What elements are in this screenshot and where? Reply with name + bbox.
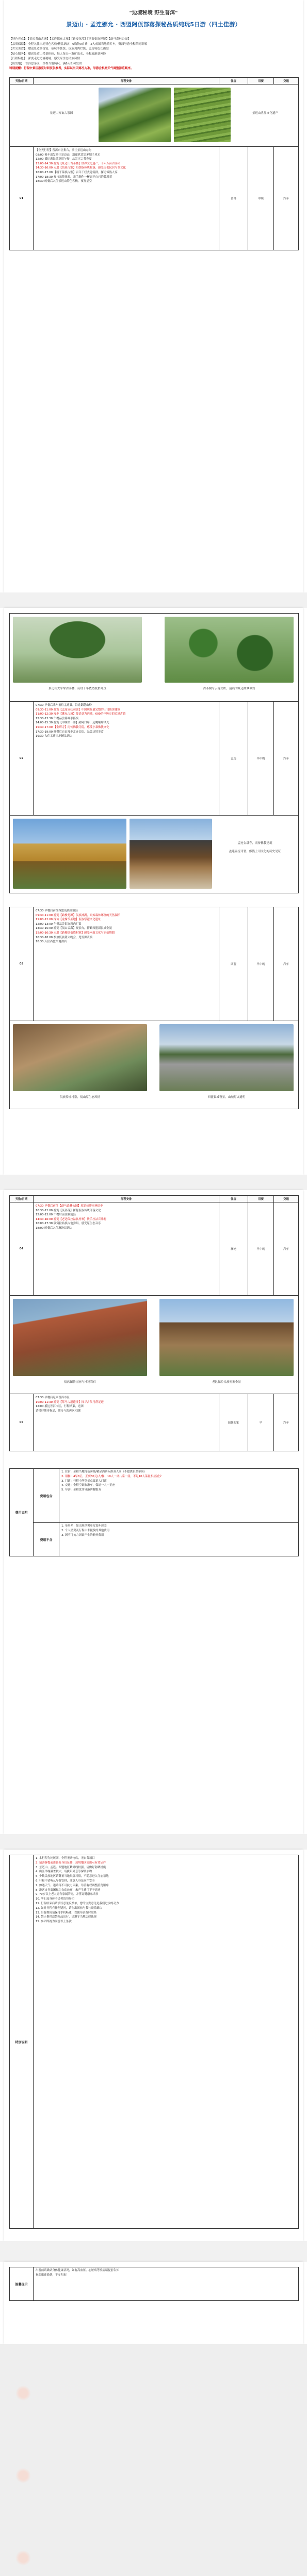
text-line: 10:00-11:30 游览【茶马古道遗址】探寻古代马帮足迹 (36, 1400, 104, 1404)
text-line: 12:30-13:30 午餐品尝傣味手抓饭 (36, 717, 79, 720)
photo-tea-forest (165, 617, 294, 683)
text-line: 4. 山区早晚温差较大，请携带外套等保暖衣物 (36, 1870, 92, 1874)
watermark-stamp (15, 2385, 31, 2401)
text-line: 11. 行程结束后请填写意见反馈单，您的宝贵意见是我们进步的动力 (36, 1902, 119, 1905)
day4-caption-left: 佤族图腾崖画与神秘岩石 (64, 1381, 96, 1384)
text-line: 7. 如遇天气、道路等不可抗力因素，导游有权调整游览顺序 (36, 1884, 109, 1887)
text-line: 15. 参团即视为同意以上条款 (36, 1920, 72, 1924)
footer-label: 温馨提示 (10, 2267, 34, 2301)
photo-ximeng-town (159, 1024, 294, 1091)
day-number: 03 (10, 907, 34, 1021)
day-number: 01 (10, 147, 34, 250)
day1-photo-row (10, 84, 299, 147)
col-meal: 用餐 (248, 1196, 274, 1202)
text-line: 18:30 晚餐后入住景迈山特色客栈，夜观星空 (36, 180, 92, 183)
feature-bullet: 【出发地】：普洱思茅区，全程当地纯玩，满6人即可发团 (9, 62, 82, 65)
col-hotel: 住宿 (219, 78, 248, 84)
feature-bullet: 特别提醒：行程中景区游览时间仅供参考，实际以当天路况为准，导游会根据天气调整游览顺序。 (9, 67, 134, 70)
fee-exclude-label: 费用不含 (34, 1523, 59, 1556)
fee-include-list (59, 1469, 299, 1523)
table-row (10, 1394, 299, 1451)
col-itinerary: 行程安排 (34, 1196, 219, 1202)
text-line: 1. 住宿：全程当地特色客栈/精品酒店标准双人间（不提供自然单间） (61, 1470, 147, 1473)
itinerary-table-2 (9, 613, 299, 893)
page-gap (0, 2241, 307, 2262)
text-line: 10. 孕妇及身体不适者请勿参团 (36, 1897, 74, 1901)
text-line: 6. 行程中请听从导游安排，注意人身及财产安全 (36, 1879, 95, 1883)
table-row (10, 702, 299, 816)
fee-include-label: 费用包含 (34, 1469, 59, 1523)
page-gap (0, 1175, 307, 1190)
day3-photo-row (10, 1021, 299, 1109)
text-line: 【全天行程】普洱市区集合，前往景迈山方向 (36, 149, 91, 152)
text-line: 18:00 晚餐后入住澜沧县酒店 (36, 1226, 73, 1230)
text-line: 出游前请确认身体健康状况，如有高血压、心脏病等疾病请提前告知 (36, 2269, 119, 2272)
feature-bullet: 【舌尖美食】：赠送景迈茶香宴、傣味手抓饭、佤族鸡肉烂饭、孟连特色长街宴 (9, 47, 109, 50)
table-header-row (10, 78, 299, 84)
text-line: 3. 景迈山、孟连、西盟地区紫外线较强，请做好防晒措施 (36, 1866, 106, 1869)
page-3 (4, 1190, 303, 1834)
col-itinerary: 行程安排 (34, 78, 219, 84)
table-row (10, 1523, 299, 1556)
text-line: 13:00-14:30 游览【景迈山古茶林】世界文化遗产，千年万亩古茶园 (36, 162, 121, 165)
page-1 (4, 0, 303, 592)
text-line: 12:00 抵达普洱市区，行程结束，送团 (36, 1405, 84, 1409)
text-line: 16:00-17:30 欣赏拉祜族吉他弹唱，感受原生态音乐 (36, 1222, 101, 1226)
text-line: 14:00-15:30 游览【中缅第一寨】勐阿口岸，远眺缅甸风光 (36, 721, 109, 725)
text-line: 2. 请游客提前准备好身份证件，边境地区需出示有效证件 (36, 1861, 106, 1865)
day1-hotel: 普洱 (219, 147, 248, 250)
text-line: 18:30 入住西盟当地酒店 (36, 940, 67, 944)
feature-bullet: 【品质保障】：全程入住当地特色客栈/精品酒店，0购物0自费，2人成团当地派专车，资深导游全程陪同讲解 (9, 42, 148, 46)
text-line: 14. 禁止携带违禁物品出行，请遵守当地法律法规 (36, 1916, 97, 1919)
itinerary-table-4 (9, 1195, 299, 1451)
notes-list (34, 1855, 299, 2229)
text-line: 07:30 早餐后乘车前往孟连县，沿途翻越山岭 (36, 704, 92, 707)
day4-caption-right: 老达保拉祜族村寨全景 (212, 1381, 241, 1384)
day3-transport: 汽车 (274, 907, 299, 1021)
watermark-stamp (15, 2468, 31, 2483)
fee-label: 费用说明 (10, 1469, 34, 1556)
text-line: 请带好随身物品，期待与您再次相遇！ (36, 1409, 83, 1413)
day5-hotel: 温馨的家 (219, 1394, 248, 1451)
feature-bullet: 【行程特色】：深度走进边境秘境，感受原生态民族风情 (9, 57, 80, 60)
day1-caption-side: 景迈山世界文化遗产 (252, 112, 279, 115)
photo-ancient-tree (13, 617, 142, 683)
text-line: 15:00-16:30 走进【勐梭镇佤族村寨】感受木鼓文化与原始舞蹈 (36, 931, 115, 935)
day1-itinerary (34, 147, 219, 250)
table-row (10, 1855, 299, 2229)
col-day: 天数/日期 (10, 1196, 34, 1202)
col-transport: 交通 (274, 78, 299, 84)
text-line: 07:30 早餐后前往【勐马森林公园】原始热带雨林徒步 (36, 1205, 103, 1208)
text-line: 15:30-17:00 【金塔寺】南传佛教寺院，感受小乘佛教文化 (36, 725, 109, 729)
page-2 (4, 608, 303, 1175)
day3-itinerary (34, 907, 219, 1021)
day1-transport: 汽车 (274, 147, 299, 250)
text-line: 17:30-19:00 晚餐后自由漫步孟连长街，品尝边境美食 (36, 730, 104, 734)
text-line: 14:30-16:00 走进【翁基古寨】布朗族传统村落，感受古老民居与茶文化 (36, 166, 126, 170)
day1-meal: 中晚 (248, 147, 274, 250)
table-row (10, 84, 299, 147)
text-line: 12. 如对行程有任何疑问，请在出团前与我社联系确认 (36, 1906, 102, 1910)
text-line: 07:30 早餐后返回普洱市区 (36, 1396, 70, 1399)
notes-table (9, 1855, 299, 2229)
footer-list (34, 2267, 299, 2301)
day3-hotel: 西盟 (219, 907, 248, 1021)
day2-meal: 早中晚 (248, 702, 274, 816)
day4-photo-row (10, 1296, 299, 1394)
text-line: 07:30 早餐后前往西盟佤族自治县 (36, 909, 78, 912)
page-gap (0, 592, 307, 608)
photo-red-rock (13, 1299, 147, 1376)
text-line: 19:30 入住孟连当地精品酒店 (36, 735, 73, 738)
day5-itinerary (34, 1394, 219, 1451)
bottom-margin (0, 2344, 307, 2576)
day2-caption-bottom-left: 孟连金塔寺，南传佛教建筑 (237, 842, 272, 845)
col-transport: 交通 (274, 1196, 299, 1202)
page-header (4, 0, 303, 36)
table-row (10, 1296, 299, 1394)
text-line: 8. 游客自行离团视为自动放弃，未产生费用不予退还 (36, 1888, 101, 1892)
day4-transport: 汽车 (274, 1202, 299, 1296)
text-line: 17:00-18:30 参与采茶体验，亲手制作一杯属于自己的普洱茶 (36, 175, 112, 179)
text-line: 2. 个人消费及行程中未提及的其他费用 (61, 1529, 110, 1532)
text-line: 1. 单房差：如出现单男单女需补房差 (61, 1524, 107, 1528)
text-line: 12:00 抵达惠民镇享用午餐 · 品尝正宗茶香宴 (36, 158, 92, 161)
text-line: 9. 70岁以上老人需有家属陪同，并签订健康承诺书 (36, 1893, 99, 1896)
photo-grass-hills (99, 88, 171, 142)
day5-transport: 汽车 (274, 1394, 299, 1451)
text-line: 1. 本行程为纯玩团，全程无购物店，无自费项目 (36, 1857, 95, 1860)
text-line: 2. 用餐：4早8正，正餐30元/人/餐，10人一桌八菜一汤，不足10人菜量相应减少 (61, 1475, 162, 1478)
day2-caption-bottom-right: 孟连宣抚司署，傣族土司文化的历史见证 (229, 850, 281, 853)
col-hotel: 住宿 (219, 1196, 248, 1202)
text-line: 5. 导游：全程优秀导游讲解服务 (61, 1488, 101, 1492)
day-number: 02 (10, 702, 34, 816)
day2-photo-row-top (10, 614, 299, 702)
day2-hotel: 孟连 (219, 702, 248, 816)
text-line: 10:30-12:00 游览【佤部落】探秘佤族传统部落文化 (36, 1209, 101, 1212)
text-line: 08:00 乘车出发前往景迈山，沿途欣赏思茅坝子风光 (36, 153, 101, 157)
day2-itinerary (34, 702, 219, 816)
table-row (10, 2267, 299, 2301)
text-line: 09:30-11:00 游览【孟连宣抚司署】中国现存最完整的土司衙署建筑 (36, 708, 121, 711)
day2-caption-left: 景迈山大平掌古茶林，历经千年依然枝繁叶茂 (49, 687, 106, 690)
page-title: 景迈山 · 孟连娜允 · 西盟阿佤部落探秘品质纯玩5日游（四土佳游） (66, 21, 241, 28)
table-header-row (10, 1196, 299, 1202)
day2-transport: 汽车 (274, 702, 299, 816)
header-slogan: "边境秘境 野生普洱" (129, 10, 178, 16)
page-4 (4, 1850, 303, 2241)
photo-tea-terrace (174, 88, 231, 142)
text-line: 13. 出游期间请保持手机畅通，以便导游及时联系 (36, 1911, 97, 1914)
photo-golden-temple (13, 819, 126, 889)
day2-photo-row-bottom (10, 816, 299, 893)
day4-hotel: 澜沧 (219, 1202, 248, 1296)
text-line: 3. 门票：行程中所列景点首道大门票 (61, 1479, 107, 1483)
day1-caption-main: 景迈山万亩古茶园 (50, 112, 73, 115)
day3-meal: 早中晚 (248, 907, 274, 1021)
text-line: 3. 因不可抗力因素产生的额外费用 (61, 1533, 104, 1537)
text-line: 11:00-12:30 漫步【娜允古城】傣语意为内城，600余年历史的边境古镇 (36, 713, 126, 716)
feature-bullet: 【特色亮点】：【景迈茶山古寨】【孟连娜允古城】【勐梭龙潭】【西盟佤族秘境】【勐马森林公园】 (9, 38, 131, 41)
day5-meal: 早 (248, 1394, 274, 1451)
feature-bullet: 【贴心服务】：赠送景迈山采茶体验，每人每天一瓶矿泉水，全程旅游意外险 (9, 52, 106, 56)
col-meal: 用餐 (248, 78, 274, 84)
text-line: 13:30-15:00 游览【佤山云海】观景台，俯瞰西盟新县城全貌 (36, 927, 112, 930)
itinerary-table-3 (9, 907, 299, 1109)
table-row (10, 147, 299, 250)
text-line: 09:30-11:00 游览【勐梭龙潭】佤族神湖，原始森林环绕的天然湖泊 (36, 913, 121, 917)
table-row (10, 1469, 299, 1523)
day4-itinerary (34, 1202, 219, 1296)
itinerary-table (9, 77, 299, 250)
day-number: 04 (10, 1202, 34, 1296)
fee-exclude-list (59, 1523, 299, 1556)
text-line: 祝您旅途愉快，平安归来！ (36, 2273, 69, 2277)
text-line: 11:00-12:00 探访【龙摩爷圣地】佤族祭祀文化遗址 (36, 918, 101, 922)
text-line: 12:00-13:00 午餐品尝佤族鸡肉烂饭 (36, 922, 82, 926)
text-line: 14:30-16:00 游览【老达保拉祜族村寨】快乐拉祜音乐村 (36, 1217, 107, 1221)
day4-meal: 早中晚 (248, 1202, 274, 1296)
table-row (10, 907, 299, 1021)
watermark-stamp (15, 2550, 31, 2566)
day3-caption-left: 佤族传统村寨，佤山原生态风情 (59, 1096, 101, 1099)
table-row (10, 1021, 299, 1109)
text-line: 16:00-17:00 【糯干傣族古寨】百年干栏式建筑群，探访傣族人家 (36, 171, 118, 174)
day-number: 05 (10, 1394, 34, 1451)
table-row (10, 816, 299, 893)
photo-tusi-hall (130, 819, 212, 889)
col-day: 天数/日期 (10, 78, 34, 84)
table-row (10, 1202, 299, 1296)
text-line: 4. 交通：全程空调旅游车，保证一人一正座 (61, 1484, 115, 1487)
page-5 (4, 2262, 303, 2344)
day2-caption-right: 古茶树与云雾交织，清晨的景迈如梦似幻 (203, 687, 255, 690)
text-line: 5. 少数民族地区请尊重当地风俗习惯，不随意进入寺庙禁地 (36, 1875, 109, 1878)
fee-table (9, 1468, 299, 1556)
notes-label: 特别说明 (10, 1855, 34, 2229)
day3-caption-right: 西盟县城夜景，山城灯火通明 (207, 1096, 246, 1099)
feature-list (9, 37, 298, 72)
text-line: 16:30-18:00 参加佤族篝火晚会，甩发舞表演 (36, 936, 93, 939)
photo-lahu-village (159, 1299, 294, 1376)
page-gap (0, 1834, 307, 1850)
footer-table (9, 2267, 299, 2301)
text-line: 12:00-13:00 午餐后前往澜沧县 (36, 1213, 76, 1217)
table-row (10, 614, 299, 702)
photo-wa-village (13, 1024, 147, 1091)
